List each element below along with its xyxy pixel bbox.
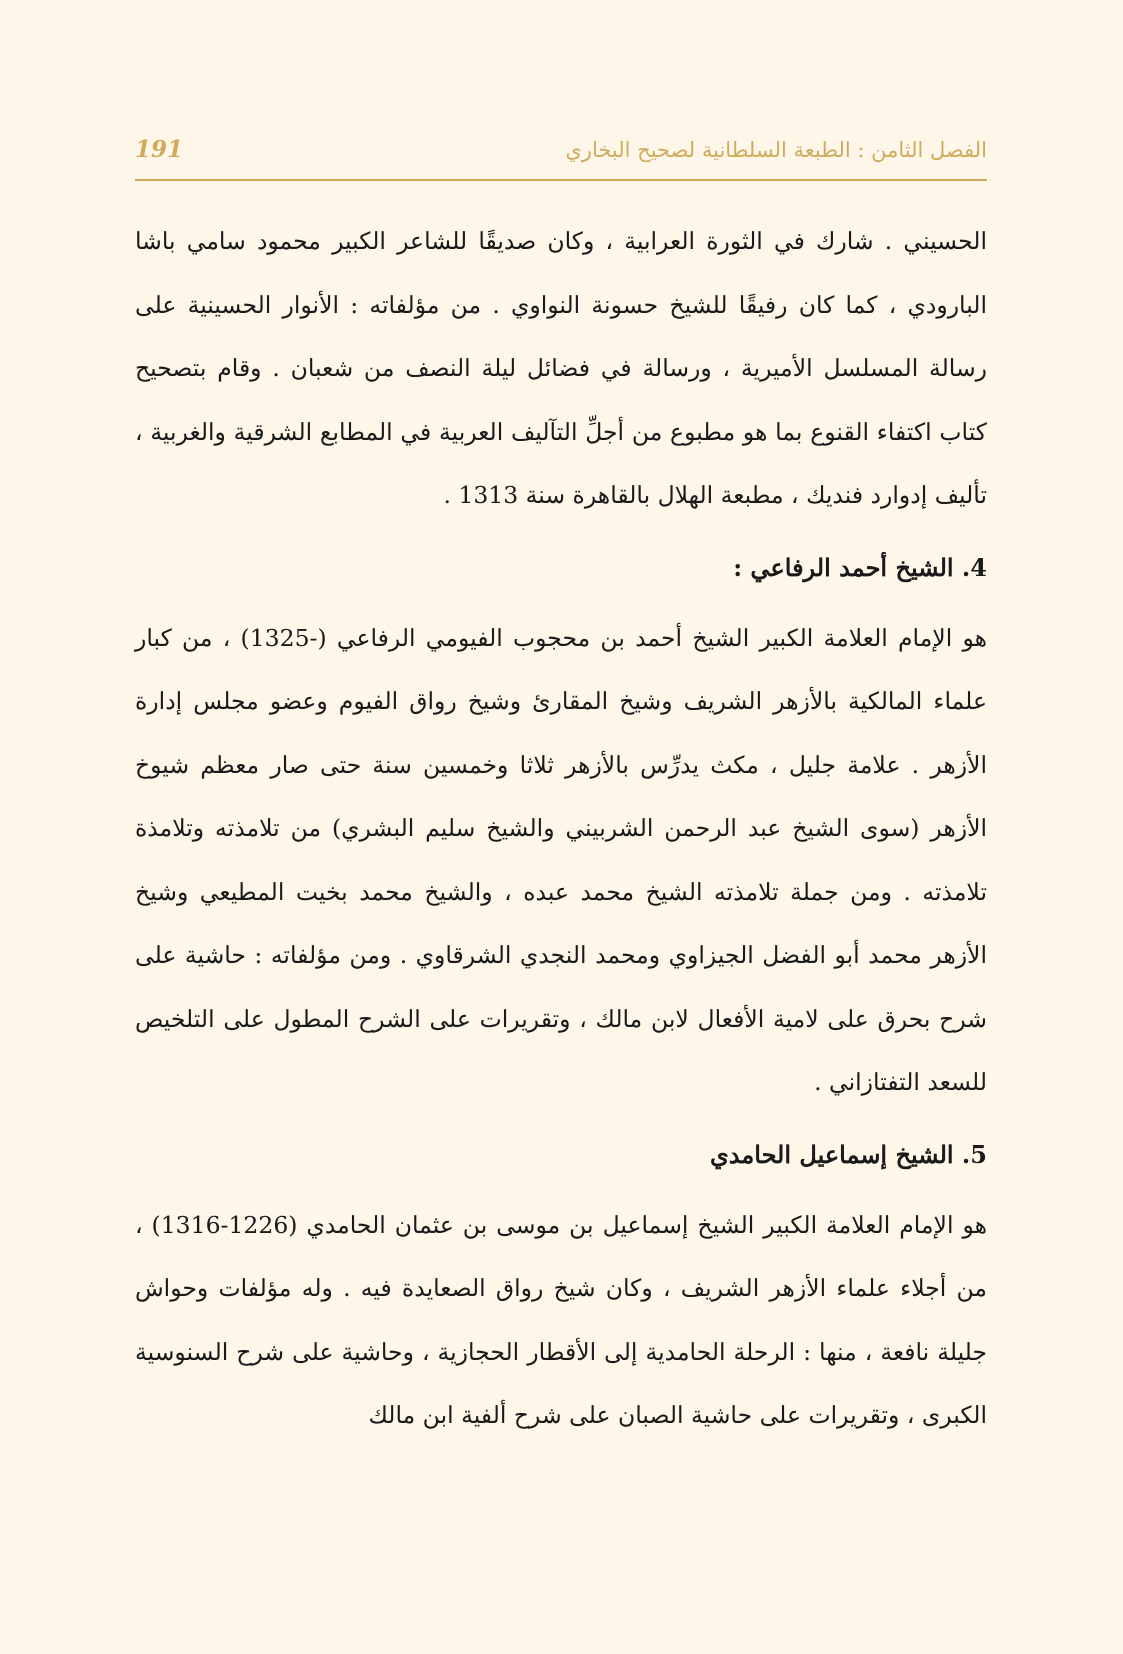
header-divider [135, 179, 987, 181]
paragraph-ahmad-al-rifai: هو الإمام العلامة الكبير الشيخ أحمد بن محجوب الفيومي الرفاعي (-1325) ، من كبار علماء المالكية بالأزهر الشريف وشيخ المقارئ وشيخ رواق الفيوم وعضو مجلس إدارة الأزهر . علامة جليل ، مكث يدرِّس بالأزهر ثلاثا وخمسين سنة حتى صار معظم شيوخ الأزهر (سوى الشيخ عبد الرحمن الشربيني والشيخ سليم البشري) من تلامذته وتلامذة تلامذته . ومن جملة تلامذته الشيخ محمد عبده ، والشيخ محمد بخيت المطيعي وشيخ الأزهر محمد أبو الفضل الجيزاوي ومحمد النجدي الشرقاوي . ومن مؤلفاته : حاشية على شرح بحرق على لامية الأفعال لابن مالك ، وتقريرات على الشرح المطول على التلخيص للسعد التفتازاني . [135, 623, 987, 1096]
section-heading-ahmad-al-rifai: 4. الشيخ أحمد الرفاعي : [733, 552, 987, 582]
page-number: 191 [135, 136, 184, 163]
page-body [135, 210, 987, 1448]
chapter-title: الفصل الثامن : الطبعة السلطانية لصحيح البخاري [565, 138, 987, 162]
section-heading-ismail-al-hamidi: 5. الشيخ إسماعيل الحامدي [710, 1139, 987, 1169]
page-header [135, 132, 987, 184]
paragraph-ismail-al-hamidi: هو الإمام العلامة الكبير الشيخ إسماعيل بن موسى بن عثمان الحامدي (1226-1316) ، من أجلاء علماء الأزهر الشريف ، وكان شيخ رواق الصعايدة فيه . وله مؤلفات وحواش جليلة نافعة ، منها : الرحلة الحامدية إلى الأقطار الحجازية ، وحاشية على شرح السنوسية الكبرى ، وتقريرات على حاشية الصبان على شرح ألفية ابن مالك [135, 1210, 987, 1429]
paragraph-continuation: الحسيني . شارك في الثورة العرابية ، وكان صديقًا للشاعر الكبير محمود سامي باشا البارودي ، كما كان رفيقًا للشيخ حسونة النواوي . من مؤلفاته : الأنوار الحسينية على رسالة المسلسل الأميرية ، ورسالة في فضائل ليلة النصف من شعبان . وقام بتصحيح كتاب اكتفاء القنوع بما هو مطبوع من أجلِّ التآليف العربية في المطابع الشرقية والغربية ، تأليف إدوارد فنديك ، مطبعة الهلال بالقاهرة سنة 1313 . [135, 227, 987, 509]
